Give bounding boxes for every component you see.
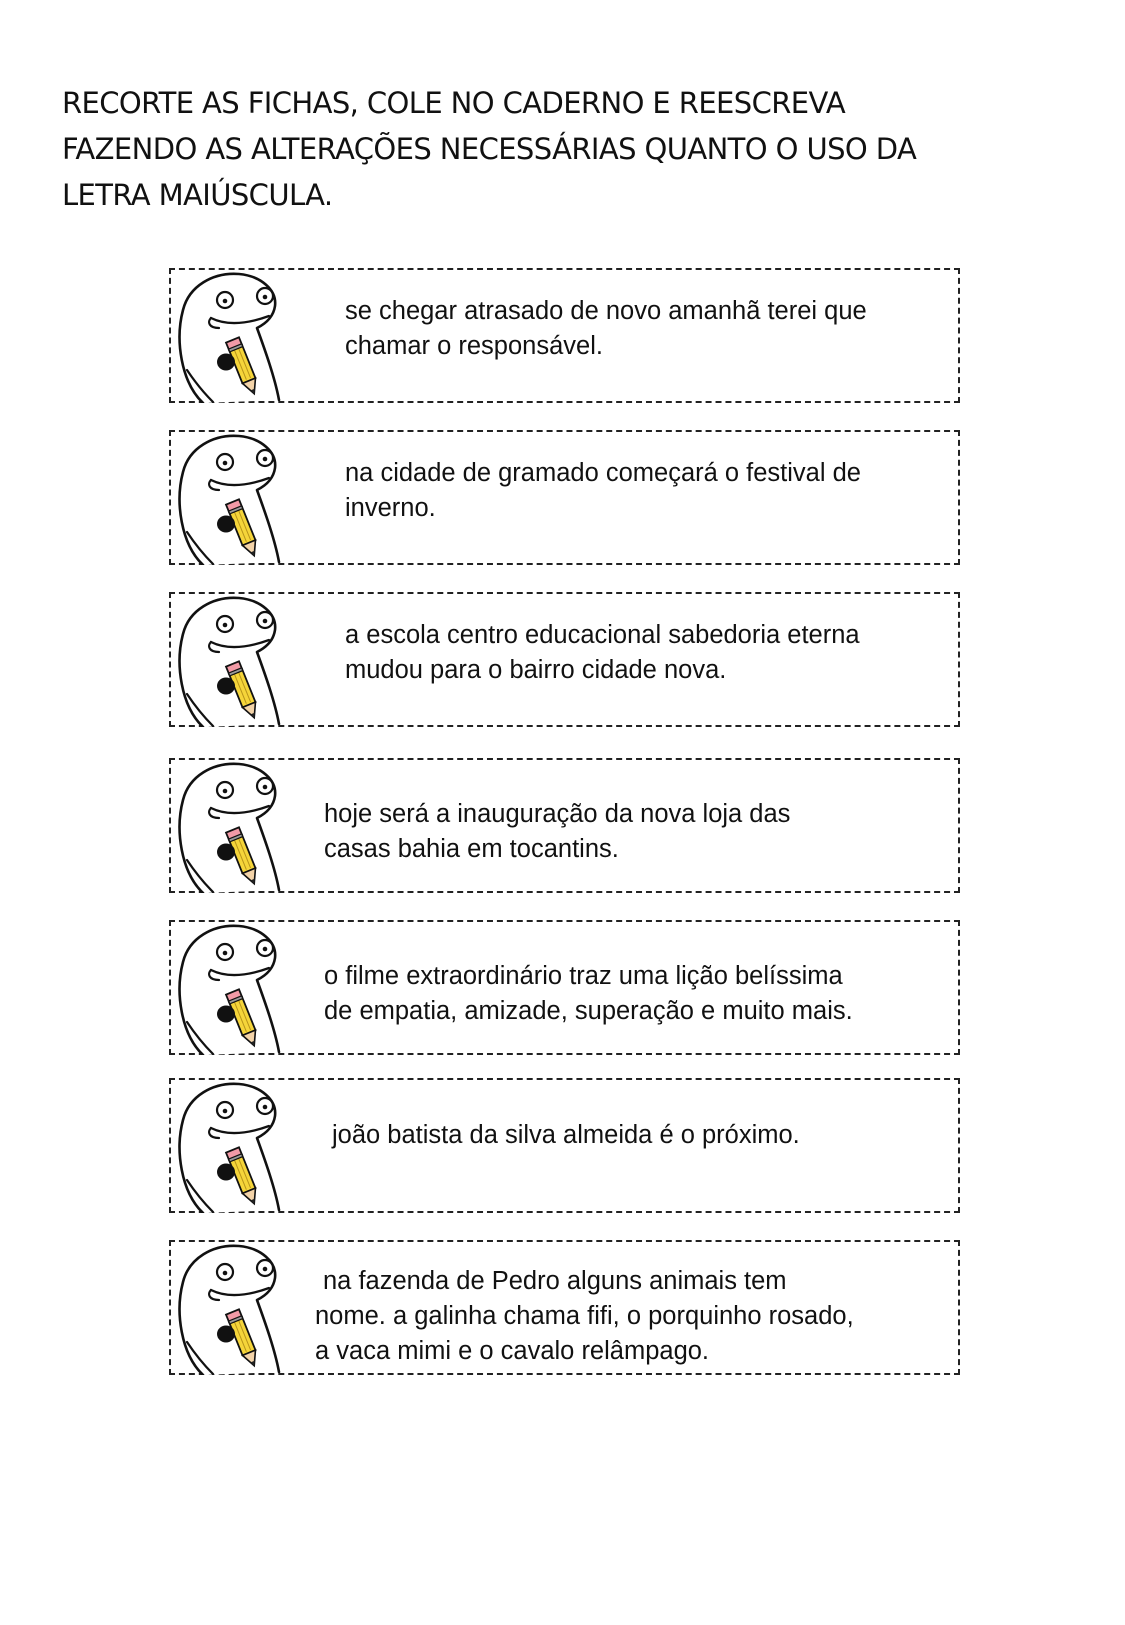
flork-pencil-icon xyxy=(173,594,288,727)
flork-pencil-icon xyxy=(173,1080,288,1213)
sentence-card xyxy=(169,920,960,1055)
flork-pencil-icon xyxy=(173,1242,288,1375)
card-line: mudou para o bairro cidade nova. xyxy=(345,656,727,684)
instruction-line: RECORTE AS FICHAS, COLE NO CADERNO E REESCREVA xyxy=(62,86,846,120)
instruction-line: LETRA MAIÚSCULA. xyxy=(62,178,333,212)
card-line: a vaca mimi e o cavalo relâmpago. xyxy=(315,1337,710,1365)
flork-pencil-icon xyxy=(173,760,288,893)
card-line: o filme extraordinário traz uma lição belíssima xyxy=(324,962,843,990)
flork-pencil-icon xyxy=(173,432,288,565)
worksheet-instruction xyxy=(62,80,1062,218)
sentence-card xyxy=(169,1240,960,1375)
card-line: se chegar atrasado de novo amanhã terei que xyxy=(345,297,867,325)
card-text xyxy=(345,294,867,364)
card-text xyxy=(345,456,861,526)
instruction-line: FAZENDO AS ALTERAÇÕES NECESSÁRIAS QUANTO O USO DA xyxy=(62,132,917,166)
sentence-card xyxy=(169,268,960,403)
card-text xyxy=(332,1118,800,1153)
card-line: joão batista da silva almeida é o próximo. xyxy=(332,1121,800,1149)
card-line: nome. a galinha chama fifi, o porquinho rosado, xyxy=(315,1302,854,1330)
sentence-card xyxy=(169,430,960,565)
card-text xyxy=(345,618,860,688)
card-text xyxy=(315,1264,854,1369)
card-line: hoje será a inauguração da nova loja das xyxy=(324,800,791,828)
card-line: a escola centro educacional sabedoria eterna xyxy=(345,621,860,649)
card-text xyxy=(324,959,853,1029)
flork-pencil-icon xyxy=(173,922,288,1055)
sentence-card xyxy=(169,1078,960,1213)
card-text xyxy=(324,797,790,867)
flork-pencil-icon xyxy=(173,270,288,403)
card-line: casas bahia em tocantins. xyxy=(324,835,619,863)
sentence-card xyxy=(169,592,960,727)
card-line: na cidade de gramado começará o festival de xyxy=(345,459,861,487)
card-line: inverno. xyxy=(345,494,436,522)
card-line: chamar o responsável. xyxy=(345,332,603,360)
card-line: na fazenda de Pedro alguns animais tem xyxy=(323,1267,787,1295)
sentence-card xyxy=(169,758,960,893)
card-line: de empatia, amizade, superação e muito mais. xyxy=(324,997,853,1025)
